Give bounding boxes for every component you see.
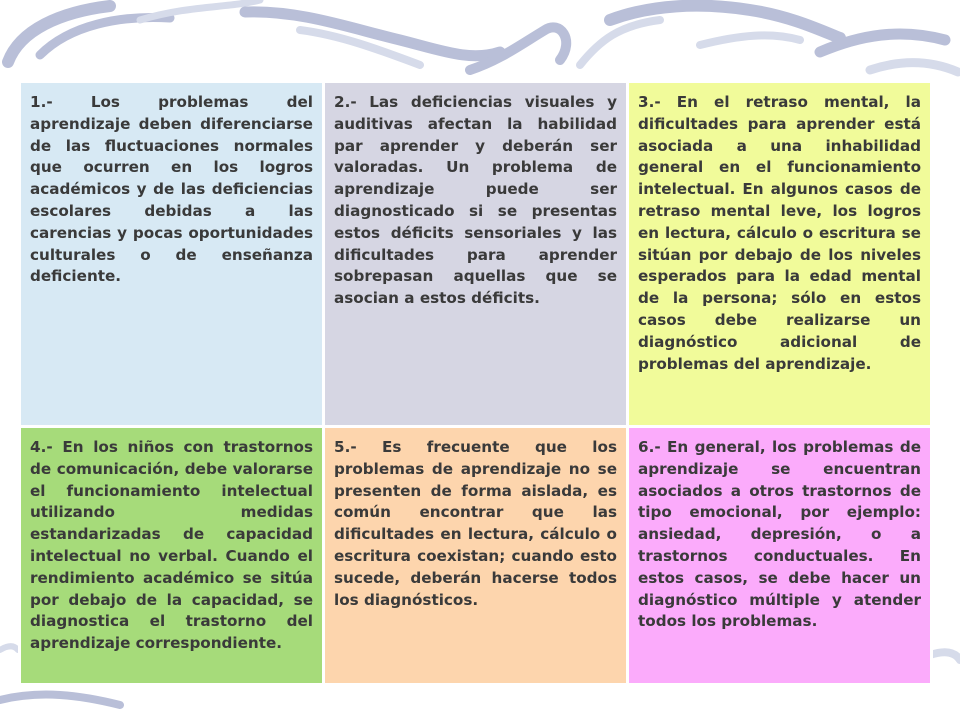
swirl-stroke <box>8 6 110 62</box>
grid-row <box>20 427 932 685</box>
grid-row <box>20 82 932 427</box>
cell-1: 1.- Los problemas del aprendizaje deben diferenciarse de las fluctuaciones normales que ocurren en los logros académicos y de las deficiencias escolares debidas a las carencias y pocas oportunidades culturales o de enseñanza deficiente. <box>20 82 324 427</box>
content-grid <box>18 80 933 686</box>
cell-5: 5.- Es frecuente que los problemas de aprendizaje no se presenten de forma aislada, es común encontrar que las dificultades en lectura, cálculo o escritura coexistan; cuando esto sucede, deberán hacerse todos los diagnósticos. <box>324 427 628 685</box>
swirl-stroke <box>580 20 660 65</box>
swirl-stroke <box>0 695 120 705</box>
swirl-stroke <box>930 652 960 660</box>
swirl-stroke <box>0 646 18 650</box>
swirl-stroke <box>870 63 958 72</box>
cell-6: 6.- En general, los problemas de aprendizaje se encuentran asociados a otros trastornos de tipo emocional, por ejemplo: ansiedad, depresión, o a trastornos conductuales. En estos casos, se debe hacer un diagnóstico múltiple y atender todos los problemas. <box>628 427 932 685</box>
cell-2: 2.- Las deficiencias visuales y auditivas afectan la habilidad par aprender y deberán ser valoradas. Un problema de aprendizaje puede ser diagnosticado si se presentas estos déficits sensoriales y las dificultades para aprender sobrepasan aquellas que se asocian a estos déficits. <box>324 82 628 427</box>
cell-3: 3.- En el retraso mental, la dificultades para aprender está asociada a una inhabilidad general en el funcionamiento intelectual. En algunos casos de retraso mental leve, los logros en lectura, cálculo o escritura se sitúan por debajo de los niveles esperados para la edad mental de la persona; sólo en estos casos debe realizarse un diagnóstico adicional de problemas del aprendizaje. <box>628 82 932 427</box>
swirl-stroke <box>470 27 566 70</box>
cell-4: 4.- En los niños con trastornos de comunicación, debe valorarse el funcionamiento intelectual utilizando medidas estandarizadas de capacidad intelectual no verbal. Cuando el rendimiento académico se sitúa por debajo de la capacidad, se diagnostica el trastorno del aprendizaje correspondiente. <box>20 427 324 685</box>
swirl-stroke <box>700 35 800 45</box>
